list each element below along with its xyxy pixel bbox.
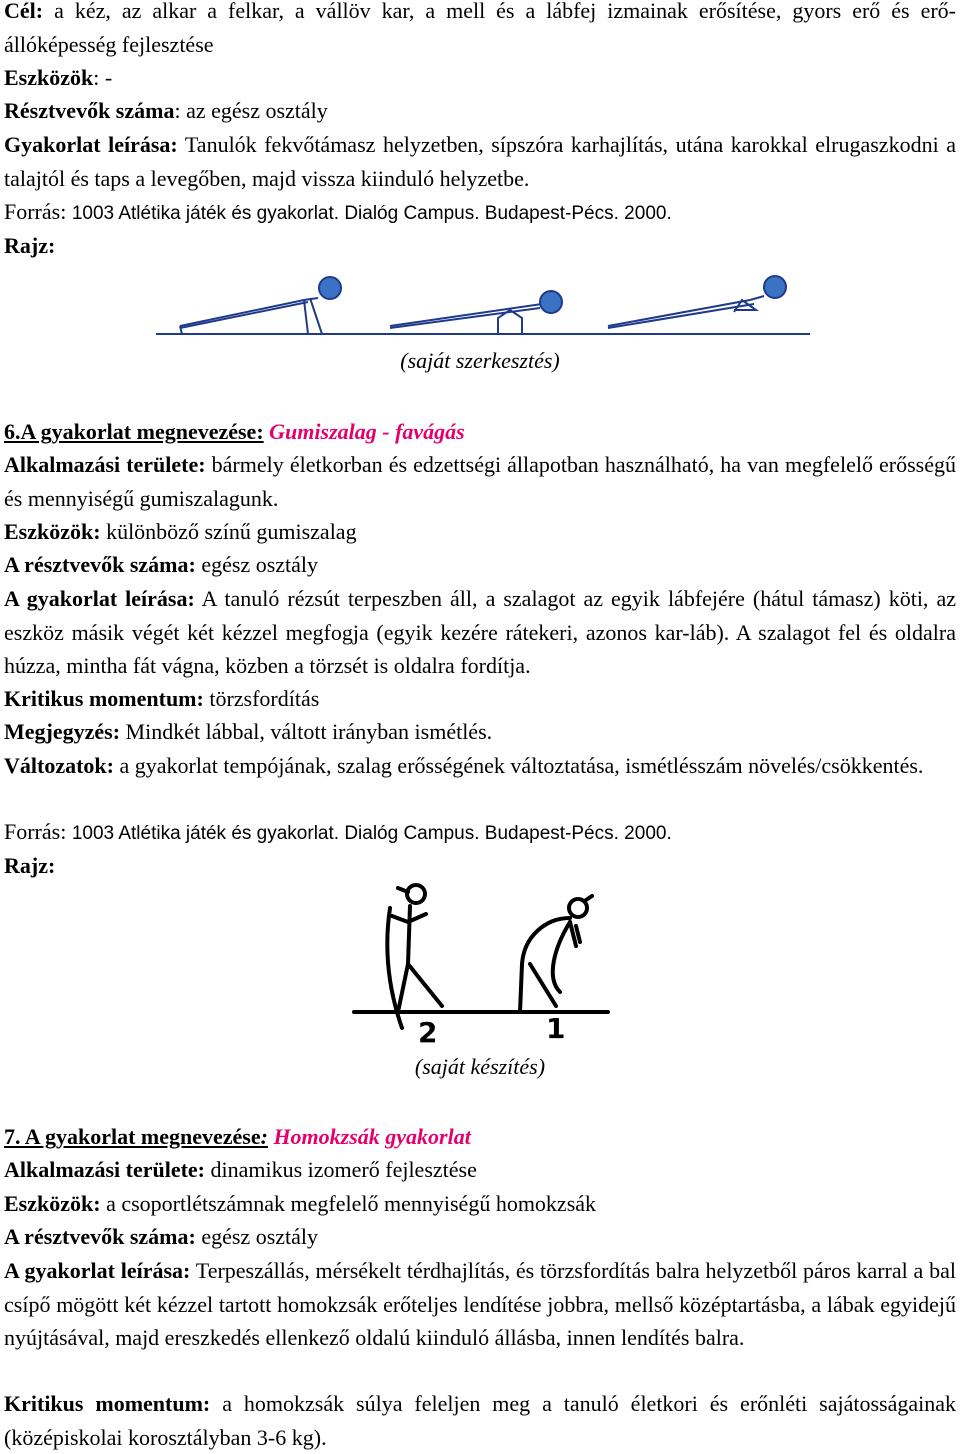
description-label: A gyakorlat leírása: [4, 1258, 191, 1283]
figure-bending-1 [520, 896, 592, 1012]
critical-text: a homokzsák súlya feleljen meg a tanuló életkori és erőnléti sajátosságainak (középiskolai korosztályban 3-6 kg). [4, 1391, 957, 1450]
description-label: Gyakorlat leírása: [4, 132, 178, 157]
goal-paragraph [4, 0, 956, 61]
pushup-figure-3 [608, 296, 764, 328]
exercise-6-description [4, 582, 956, 683]
figure-label-2: 2 [418, 1016, 438, 1049]
source-label: Forrás: [4, 819, 67, 844]
participants-text: egész osztály [201, 552, 319, 577]
exercise-6-source [4, 815, 956, 851]
goal-label: Cél: [4, 0, 44, 23]
description-text: Terpeszállás, mérsékelt térdhajlítás, és törzsfordítás balra helyzetből páros karral a bal csípő mögött két kézzel tartott homokzsák erőteljes lendítése jobbra, mellső középtartásba, a lábak egyidejű nyújtásával, majd ereszkedés ellenkező oldalú kiinduló állásba, innen lendítés balra. [4, 1258, 956, 1350]
tools-text: : - [93, 65, 113, 90]
exercise-6-note [4, 715, 956, 749]
description-text: Tanulók fekvőtámasz helyzetben, sípszóra karhajlítás, utána karokkal elrugaszkodni a talajtól és taps a levegőben, majd vissza kiinduló helyzetbe. [4, 132, 956, 191]
description-label: A gyakorlat leírása: [4, 586, 195, 611]
source-line [4, 195, 956, 231]
head-ball-1 [319, 277, 341, 299]
participants-label: Résztvevők száma [4, 98, 175, 123]
exercise-6-name: Gumiszalag - favágás [269, 419, 465, 444]
exercise-7-name: Homokzsák gyakorlat [273, 1124, 471, 1149]
exercise-7-tools [4, 1187, 956, 1221]
drawing-label: Rajz: [4, 233, 56, 258]
drawing-label: Rajz: [4, 853, 56, 878]
source-text: 1003 Atlétika játék és gyakorlat. Dialóg Campus. Budapest-Pécs. 2000. [71, 203, 672, 224]
application-text: bármely életkorban és edzettségi állapotban használható, ha van megfelelő erősségű és mennyiségű gumiszalagunk. [4, 452, 956, 511]
description-text: A tanuló rézsút terpeszben áll, a szalagot az egyik lábfejére (hátul támasz) köti, az eszköz másik végét két kézzel megfogja (egyik kezére rátekeri, azonos kar-láb). A szalagot fel és oldalra húzza, mintha fát vágna, közben a törzsét is oldalra fordítja. [4, 586, 956, 678]
pushup-figure-1 [180, 298, 322, 334]
pushup-figures-drawing [150, 268, 814, 344]
tools-label: Eszközök: [4, 1191, 101, 1216]
head-ball-3 [764, 276, 786, 298]
exercise-7-colon: : [260, 1124, 268, 1149]
exercise-6-participants [4, 548, 956, 582]
tools-label: Eszközök [4, 65, 94, 90]
pushup-figure-2 [390, 304, 542, 334]
participants-text: : az egész osztály [174, 98, 328, 123]
source-label: Forrás: [4, 199, 67, 224]
application-label: Alkalmazási területe: [4, 452, 206, 477]
variations-text: a gyakorlat tempójának, szalag erősségének változtatása, ismétlésszám növelés/csökkentés. [119, 753, 924, 778]
critical-label: Kritikus momentum: [4, 1391, 211, 1416]
exercise-6-application [4, 448, 956, 515]
description-paragraph [4, 128, 956, 195]
head-ball-2 [540, 291, 562, 313]
tools-text: különböző színű gumiszalag [106, 519, 357, 544]
exercise-6-name-label: A gyakorlat megnevezése: [20, 419, 264, 444]
tools-label: Eszközök: [4, 519, 101, 544]
figure-caption-2: (saját készítés) [414, 1054, 546, 1079]
woodchop-figures-drawing [350, 878, 614, 1054]
exercise-6-critical [4, 682, 956, 716]
participants-text: egész osztály [201, 1224, 319, 1249]
note-text: Mindkét lábbal, váltott irányban ismétlés. [125, 719, 493, 744]
goal-text: a kéz, az alkar a felkar, a vállöv kar, a mell és a lábfej izmainak erősítése, gyors erő és erő-állóképesség fejlesztése [4, 0, 956, 57]
exercise-7-critical [4, 1387, 956, 1454]
note-label: Megjegyzés: [4, 719, 121, 744]
figure-standing-2 [387, 885, 442, 1028]
tools-text: a csoportlétszámnak megfelelő mennyiségű homokzsák [106, 1191, 597, 1216]
exercise-7-application [4, 1153, 956, 1187]
application-label: Alkalmazási területe: [4, 1157, 205, 1182]
figure-label-1: 1 [546, 1012, 566, 1045]
exercise-6-number: 6. [4, 419, 21, 444]
exercise-7-participants [4, 1220, 956, 1254]
participants-line [4, 94, 956, 128]
exercise-6-variations [4, 749, 956, 783]
source-text: 1003 Atlétika játék és gyakorlat. Dialóg Campus. Budapest-Pécs. 2000. [71, 823, 672, 844]
exercise-7-title: 7. A gyakorlat megnevezése [4, 1124, 261, 1149]
application-text: dinamikus izomerő fejlesztése [210, 1157, 477, 1182]
exercise-6-tools [4, 515, 956, 549]
participants-label: A résztvevők száma: [4, 552, 196, 577]
critical-label: Kritikus momentum: [4, 686, 204, 711]
variations-label: Változatok: [4, 753, 114, 778]
participants-label: A résztvevők száma: [4, 1224, 196, 1249]
exercise-7-heading [4, 1120, 956, 1154]
critical-text: törzsfordítás [209, 686, 320, 711]
figure-caption-1: (saját szerkesztés) [400, 348, 560, 373]
tools-line [4, 61, 956, 95]
exercise-6-heading [4, 415, 956, 449]
exercise-7-description [4, 1254, 956, 1355]
